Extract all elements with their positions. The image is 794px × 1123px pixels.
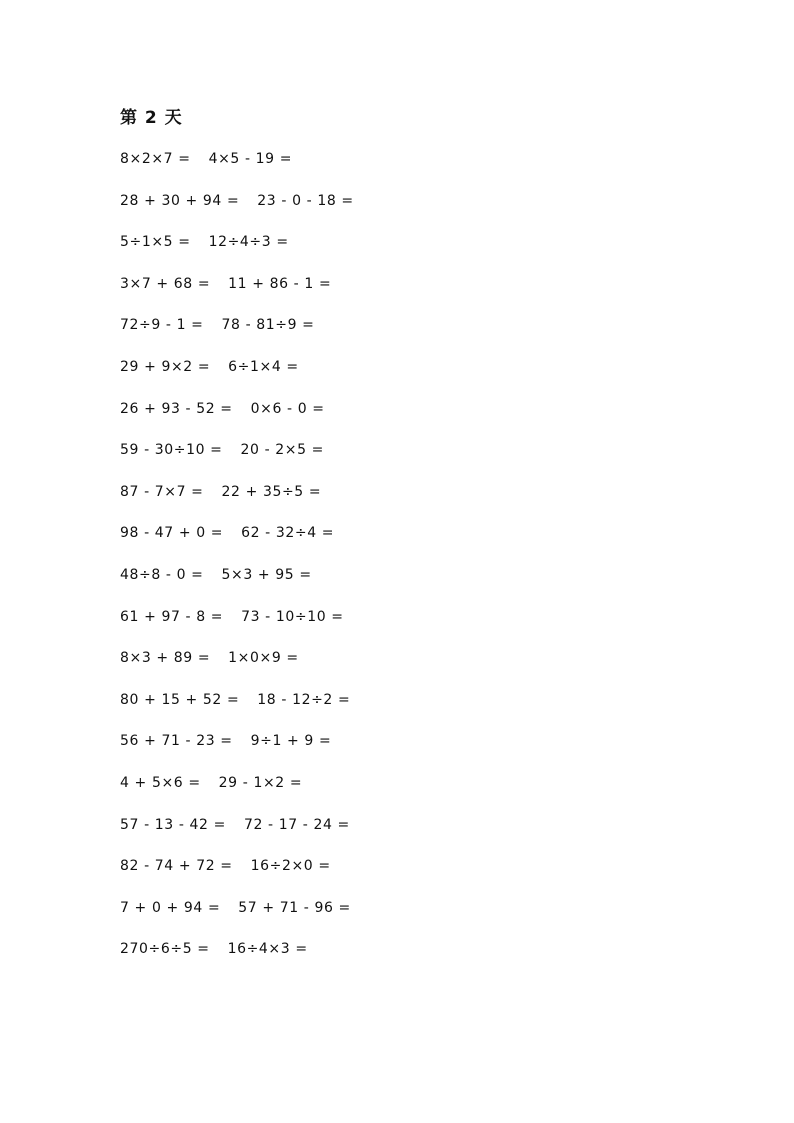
problem-right: 4×5 - 19 =	[208, 151, 293, 167]
problem-right: 6÷1×4 =	[228, 358, 299, 375]
problem-right: 23 - 0 - 18 =	[257, 192, 354, 209]
problem-right: 16÷4×3 =	[227, 941, 308, 958]
problem-right: 0×6 - 0 =	[250, 400, 325, 417]
problem-row	[120, 273, 354, 315]
problem-right: 29 - 1×2 =	[218, 774, 303, 791]
problem-left: 8×2×7 =	[120, 151, 191, 167]
problem-row	[120, 855, 354, 897]
problem-row	[120, 606, 354, 648]
problem-right: 1×0×9 =	[228, 650, 299, 667]
problem-left: 61 + 97 - 8 =	[120, 608, 224, 625]
problem-left: 26 + 93 - 52 =	[120, 400, 233, 417]
problem-right: 5×3 + 95 =	[221, 566, 312, 583]
problem-right: 16÷2×0 =	[250, 858, 331, 875]
problem-row	[120, 148, 354, 190]
problem-row	[120, 897, 354, 939]
problem-left: 98 - 47 + 0 =	[120, 525, 224, 542]
problem-row	[120, 564, 354, 606]
problem-row	[120, 231, 354, 273]
problem-right: 20 - 2×5 =	[240, 442, 325, 459]
problem-right: 78 - 81÷9 =	[221, 317, 315, 334]
problem-left: 4 + 5×6 =	[120, 774, 201, 791]
problem-row	[120, 439, 354, 481]
problem-row	[120, 314, 354, 356]
problem-row	[120, 398, 354, 440]
problem-right: 9÷1 + 9 =	[250, 733, 332, 750]
problem-right: 18 - 12÷2 =	[257, 691, 351, 708]
problem-left: 3×7 + 68 =	[120, 275, 211, 292]
problem-row	[120, 772, 354, 814]
problem-right: 72 - 17 - 24 =	[243, 816, 350, 833]
problem-right: 22 + 35÷5 =	[221, 483, 322, 500]
problem-right: 73 - 10÷10 =	[241, 608, 344, 625]
problem-left: 72÷9 - 1 =	[120, 317, 204, 334]
problem-left: 87 - 7×7 =	[120, 483, 204, 500]
problem-row	[120, 522, 354, 564]
problem-right: 57 + 71 - 96 =	[238, 899, 351, 916]
problem-row	[120, 647, 354, 689]
problem-left: 8×3 + 89 =	[120, 650, 211, 667]
page-title: 第 2 天	[120, 108, 183, 128]
problem-left: 59 - 30÷10 =	[120, 442, 223, 459]
problem-left: 29 + 9×2 =	[120, 358, 211, 375]
problem-left: 82 - 74 + 72 =	[120, 858, 233, 875]
problem-left: 57 - 13 - 42 =	[120, 816, 226, 833]
problem-row	[120, 356, 354, 398]
problem-row	[120, 814, 354, 856]
problem-row	[120, 730, 354, 772]
problem-right: 62 - 32÷4 =	[241, 525, 335, 542]
problem-left: 5÷1×5 =	[120, 234, 191, 251]
problem-right: 11 + 86 - 1 =	[228, 275, 332, 292]
problem-row	[120, 938, 354, 980]
problem-left: 7 + 0 + 94 =	[120, 899, 221, 916]
problem-left: 56 + 71 - 23 =	[120, 733, 233, 750]
problem-row	[120, 190, 354, 232]
problem-row	[120, 481, 354, 523]
problem-left: 270÷6÷5 =	[120, 941, 210, 958]
problem-left: 48÷8 - 0 =	[120, 566, 204, 583]
problem-left: 28 + 30 + 94 =	[120, 192, 240, 209]
problem-row	[120, 689, 354, 731]
problem-list	[120, 148, 354, 980]
problem-right: 12÷4÷3 =	[208, 234, 289, 251]
problem-left: 80 + 15 + 52 =	[120, 691, 240, 708]
